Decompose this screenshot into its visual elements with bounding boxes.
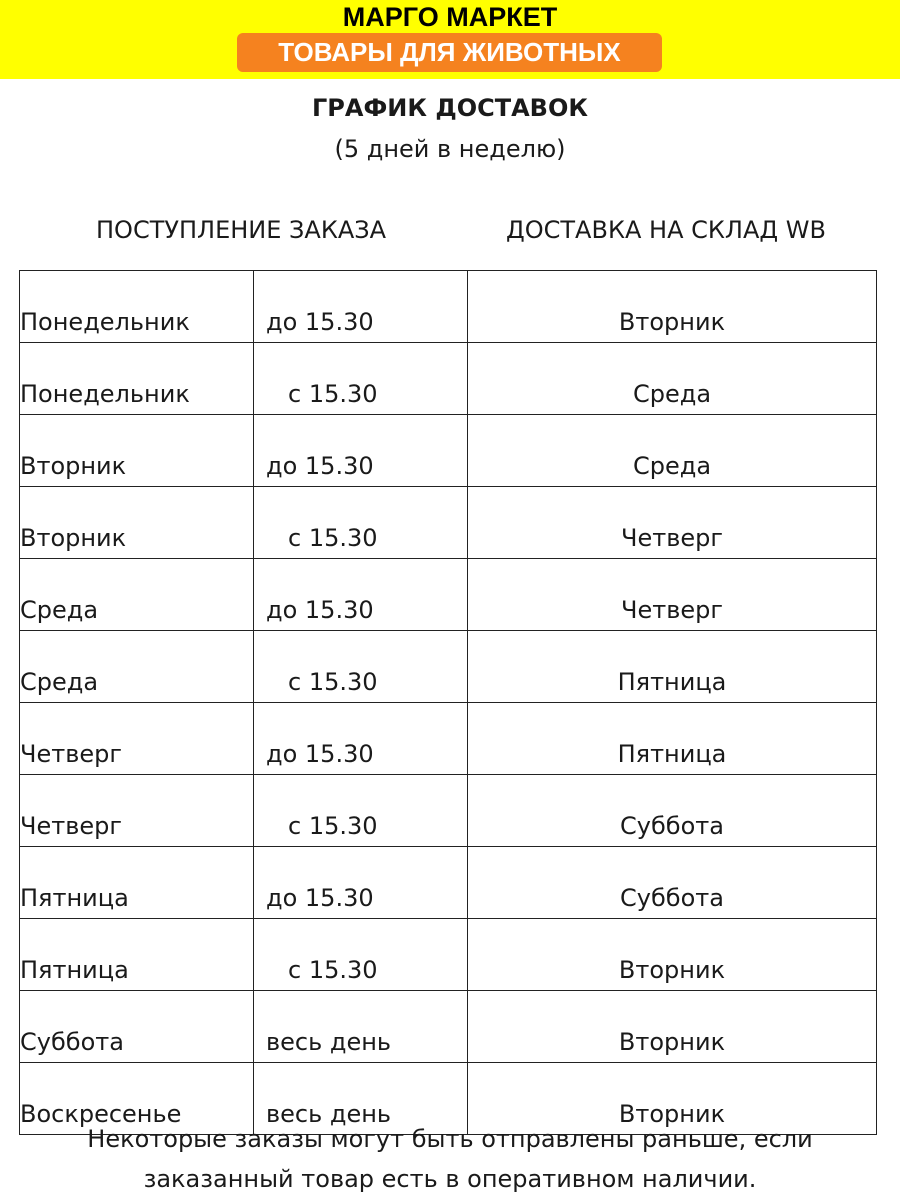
brand-name: МАРГО МАРКЕТ [342,2,558,32]
order-time-cell [254,991,468,1063]
order-time-text: до 15.30 [266,308,374,336]
delivery-day-cell: Вторник [468,271,877,343]
delivery-day-cell: Четверг [468,487,877,559]
footnote-line-1: Некоторые заказы могут быть отправлены раньше, если [87,1125,813,1153]
table-row [20,847,877,919]
order-time-cell [254,415,468,487]
table-row [20,343,877,415]
brand-header [0,0,900,79]
order-time-cell [254,775,468,847]
order-day-cell: Пятница [20,847,254,919]
table-row [20,631,877,703]
order-time-text: до 15.30 [266,596,374,624]
order-day-cell: Среда [20,559,254,631]
order-day-cell: Четверг [20,703,254,775]
delivery-day-cell: Четверг [468,559,877,631]
delivery-day-cell: Суббота [468,775,877,847]
order-time-text: с 15.30 [288,812,378,840]
order-time-text: до 15.30 [266,740,374,768]
category-badge: ТОВАРЫ ДЛЯ ЖИВОТНЫХ [237,33,662,72]
footnote-line-2: заказанный товар есть в оперативном наличии. [143,1165,757,1193]
table-row [20,919,877,991]
order-day-cell: Среда [20,631,254,703]
order-time-cell [254,847,468,919]
order-day-cell: Понедельник [20,343,254,415]
delivery-day-cell: Среда [468,343,877,415]
table-row [20,991,877,1063]
order-time-text: с 15.30 [288,668,378,696]
order-time-cell [254,271,468,343]
delivery-day-cell: Пятница [468,631,877,703]
order-time-cell [254,559,468,631]
order-time-text: до 15.30 [266,452,374,480]
order-time-cell [254,919,468,991]
order-time-text: с 15.30 [288,956,378,984]
table-row [20,415,877,487]
delivery-day-cell: Пятница [468,703,877,775]
delivery-day-cell: Среда [468,415,877,487]
order-time-cell [254,703,468,775]
order-day-cell: Вторник [20,487,254,559]
order-time-text: до 15.30 [266,884,374,912]
order-time-text: с 15.30 [288,380,378,408]
order-time-text: весь день [266,1100,392,1128]
order-time-cell [254,343,468,415]
table-row [20,703,877,775]
order-time-text: весь день [266,1028,392,1056]
table-row [20,775,877,847]
delivery-day-cell: Вторник [468,919,877,991]
schedule-body [20,271,877,1135]
order-day-cell: Суббота [20,991,254,1063]
delivery-day-cell: Суббота [468,847,877,919]
page-subtitle: (5 дней в неделю) [334,135,566,163]
order-time-cell [254,631,468,703]
table-row [20,271,877,343]
order-time-cell [254,487,468,559]
order-day-cell: Вторник [20,415,254,487]
order-time-text: с 15.30 [288,524,378,552]
table-row [20,559,877,631]
column-header-order: ПОСТУПЛЕНИЕ ЗАКАЗА [96,216,387,244]
delivery-day-cell: Вторник [468,1063,877,1135]
delivery-day-cell: Вторник [468,991,877,1063]
order-day-cell: Четверг [20,775,254,847]
table-row [20,487,877,559]
column-header-delivery: ДОСТАВКА НА СКЛАД WB [506,216,826,244]
order-day-cell: Воскресенье [20,1063,254,1135]
order-day-cell: Понедельник [20,271,254,343]
delivery-schedule-table [19,270,877,1135]
page-title: ГРАФИК ДОСТАВОК [312,94,588,122]
order-day-cell: Пятница [20,919,254,991]
